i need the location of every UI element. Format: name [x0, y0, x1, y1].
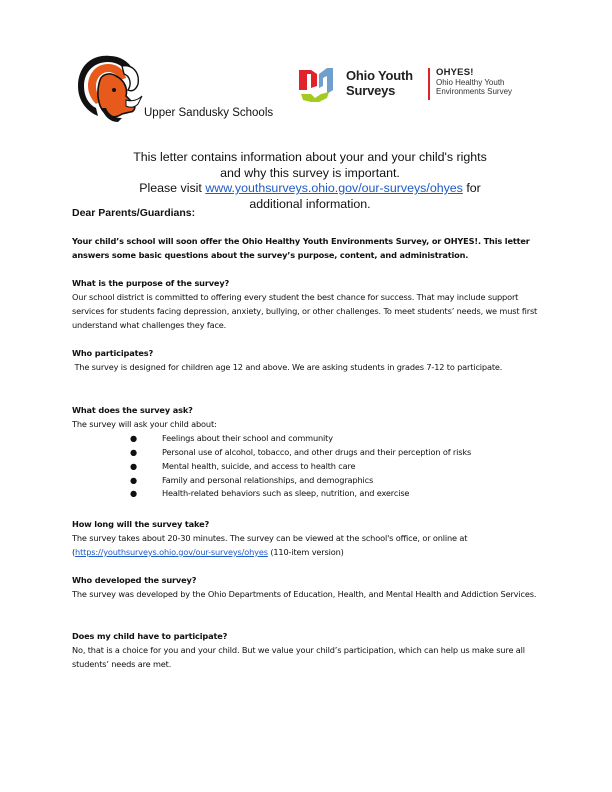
logo-divider [428, 68, 430, 100]
section-asks [72, 404, 547, 501]
section-heading: What is the purpose of the survey? [72, 278, 230, 288]
salutation: Dear Parents/Guardians: [72, 207, 196, 219]
section-purpose [72, 277, 547, 333]
section-participants [72, 347, 547, 375]
school-name: Upper Sandusky Schools [144, 107, 274, 119]
bullet-icon: ● [130, 446, 137, 457]
section-intro: The survey will ask your child about: [72, 418, 217, 429]
ram-mascot-logo [74, 52, 146, 128]
bullet-icon: ● [130, 432, 137, 443]
list-item: ● Family and personal relationships, and demographics [72, 474, 547, 488]
section-body: No, that is a choice for you and your child. But we value your child’s participation, which can help us make sure all students’ needs are met. [72, 644, 525, 669]
intro-line: additional information. [249, 196, 371, 211]
section-developer [72, 574, 547, 602]
section-body: The survey is designed for children age 12 and above. We are asking students in grades 7-12 to participate. [72, 361, 503, 372]
section-heading: How long will the survey take? [72, 519, 210, 529]
section-heading: Does my child have to participate? [72, 631, 228, 641]
section-body: The survey takes about 20-30 minutes. The survey can be viewed at the school's office, or online at [72, 532, 468, 543]
bullet-icon: ● [130, 488, 137, 499]
section-duration [72, 518, 547, 560]
list-item: ● Feelings about their school and community [72, 432, 547, 446]
ohio-state-outline-icon [297, 64, 337, 104]
ohyes-subtitle: OHYES! Ohio Healthy Youth Environments Survey [436, 67, 513, 96]
section-required [72, 630, 547, 672]
ram-head-icon [74, 52, 146, 128]
intro-line: and why this survey is important. [220, 165, 400, 180]
intro-line: Please visit www.youthsurveys.ohio.gov/our-surveys/ohyes for [139, 181, 481, 195]
ohyes-website-link[interactable]: www.youthsurveys.ohio.gov/our-surveys/ohyes [205, 181, 463, 195]
survey-preview-link[interactable]: https://youthsurveys.ohio.gov/our-surveys/ohyes [75, 546, 268, 557]
section-body: The survey was developed by the Ohio Departments of Education, Health, and Mental Health and Addiction Services. [72, 588, 537, 599]
section-heading: Who developed the survey? [72, 575, 197, 585]
topics-list [72, 432, 547, 502]
section-body: Our school district is committed to offering every student the best chance for success. That may include support services for students facing depression, anxiety, bullying, or other challenges. To meet students’ needs, we must first understand what challenges they face. [72, 291, 538, 330]
section-heading: What does the survey ask? [72, 405, 193, 415]
section-link-line: (https://youthsurveys.ohio.gov/our-surveys/ohyes (110-item version) [72, 546, 344, 557]
list-item: ● Personal use of alcohol, tobacco, and other drugs and their perception of risks [72, 446, 547, 460]
intro-line: This letter contains information about your and your child's rights [133, 150, 487, 164]
oys-title: Ohio Youth Surveys [346, 68, 413, 98]
intro-block [90, 150, 530, 212]
list-item: ● Mental health, suicide, and access to health care [72, 460, 547, 474]
opening-paragraph: Your child’s school will soon offer the Ohio Healthy Youth Environments Survey, or OHYES!. This letter answers some basic questions about the survey’s purpose, content, and administration. [72, 236, 530, 260]
section-heading: Who participates? [72, 348, 154, 358]
bullet-icon: ● [130, 474, 137, 485]
bullet-icon: ● [130, 460, 137, 471]
list-item: ● Health-related behaviors such as sleep, nutrition, and exercise [72, 487, 547, 501]
ohio-youth-surveys-logo [297, 64, 537, 108]
